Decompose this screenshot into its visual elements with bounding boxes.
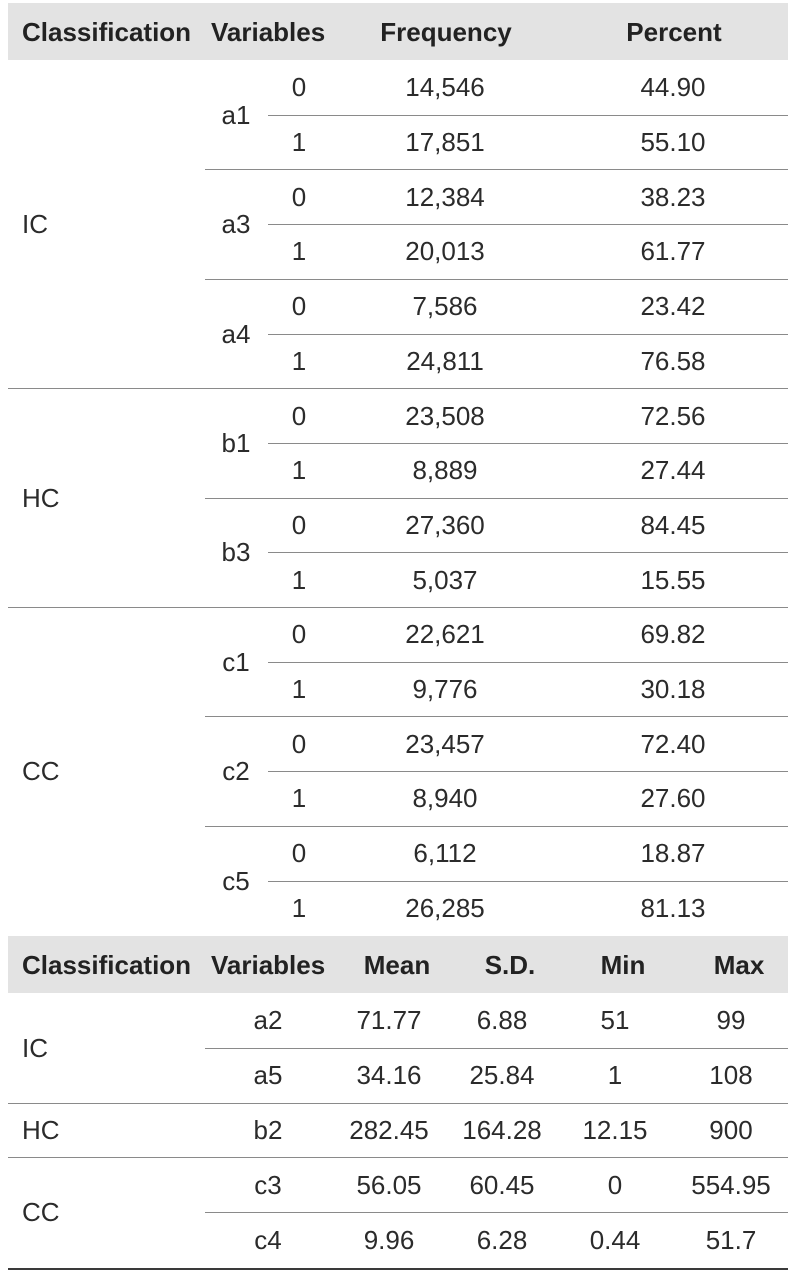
variable-label: a3 [221,209,251,240]
variable-cell: a2 [253,1005,283,1036]
variable-label: b3 [221,537,251,568]
frequency-cell: 14,546 [405,72,485,103]
max-cell: 554.95 [691,1169,771,1200]
sd-cell: 6.28 [476,1224,528,1255]
percent-cell: 69.82 [640,619,706,650]
header-classification: Classification [22,950,192,980]
max-cell: 900 [709,1115,753,1145]
header-sd: S.D. [484,950,536,980]
percent-cell: 44.90 [640,72,706,103]
mean-cell: 71.77 [356,1005,422,1036]
percent-cell: 27.60 [640,783,706,814]
variable-cell: a5 [253,1060,283,1091]
value-cell: 0 [291,291,307,322]
variable-label: c2 [222,756,250,787]
variable-divider [205,716,788,717]
value-cell: 1 [291,674,307,705]
row-divider [268,662,788,663]
value-cell: 0 [291,181,307,212]
min-cell: 0.44 [589,1224,641,1255]
percent-cell: 72.40 [640,728,706,759]
value-cell: 1 [291,127,307,158]
row-divider [268,224,788,225]
mean-cell: 56.05 [356,1169,422,1200]
table2-header [8,936,788,993]
frequency-cell: 23,457 [405,728,485,759]
percent-cell: 15.55 [640,564,706,595]
frequency-cell: 7,586 [412,291,478,322]
variable-divider [205,169,788,170]
value-cell: 0 [291,400,307,431]
frequency-cell: 22,621 [405,619,485,650]
group-divider [8,1103,788,1104]
classification-label: CC [22,1197,60,1228]
value-cell: 1 [291,783,307,814]
variable-divider [205,279,788,280]
max-cell: 99 [716,1005,746,1036]
row-divider [268,552,788,553]
mean-cell: 9.96 [363,1224,415,1255]
classification-label: HC [22,482,60,513]
header-max: Max [713,950,765,980]
value-cell: 0 [291,72,307,103]
min-cell: 0 [607,1169,623,1200]
value-cell: 0 [291,728,307,759]
header-mean: Mean [363,950,431,980]
variable-cell: c3 [254,1169,282,1200]
header-variables: Variables [211,17,326,47]
frequency-cell: 23,508 [405,400,485,431]
sd-cell: 6.88 [476,1005,528,1036]
mean-cell: 282.45 [349,1115,429,1145]
sd-cell: 25.84 [469,1060,535,1091]
sd-cell: 164.28 [462,1115,542,1145]
mean-cell: 34.16 [356,1060,422,1091]
header-frequency: Frequency [380,17,512,47]
frequency-cell: 17,851 [405,127,485,158]
row-divider [268,881,788,882]
percent-cell: 84.45 [640,509,706,540]
group-divider [8,388,788,389]
variable-cell: b2 [253,1115,283,1145]
frequency-cell: 26,285 [405,892,485,923]
frequency-cell: 24,811 [406,345,484,376]
row-divider [205,1212,788,1213]
percent-cell: 72.56 [640,400,706,431]
group-divider [8,607,788,608]
classification-label: CC [22,756,60,787]
percent-cell: 18.87 [640,838,706,869]
row-divider [268,334,788,335]
variable-label: a4 [221,318,251,349]
value-cell: 1 [291,236,307,267]
variable-cell: c4 [254,1224,282,1255]
header-classification: Classification [22,17,192,47]
frequency-cell: 5,037 [412,564,478,595]
percent-cell: 61.77 [640,236,706,267]
value-cell: 0 [291,509,307,540]
value-cell: 1 [291,892,307,923]
value-cell: 0 [291,619,307,650]
classification-label: IC [22,1032,48,1063]
table-bottom-rule [8,1268,788,1270]
variable-divider [205,826,788,827]
max-cell: 108 [709,1060,753,1091]
variable-divider [205,498,788,499]
percent-cell: 30.18 [640,674,706,705]
frequency-cell: 12,384 [405,181,485,212]
classification-label: IC [22,209,48,240]
frequency-cell: 27,360 [405,509,485,540]
row-divider [268,115,788,116]
value-cell: 1 [291,345,307,376]
min-cell: 1 [607,1060,623,1091]
percent-cell: 55.10 [640,127,706,158]
row-divider [268,771,788,772]
frequency-cell: 9,776 [412,674,478,705]
min-cell: 12.15 [582,1115,648,1145]
percent-cell: 27.44 [640,455,706,486]
percent-cell: 38.23 [640,181,706,212]
min-cell: 51 [600,1005,630,1036]
frequency-cell: 6,112 [413,838,477,869]
variable-label: c5 [222,865,250,896]
table1-header [8,3,788,60]
row-divider [268,443,788,444]
header-min: Min [600,950,646,980]
header-percent: Percent [626,17,722,47]
variable-label: b1 [221,427,251,458]
frequency-cell: 8,889 [412,455,478,486]
frequency-cell: 20,013 [405,236,485,267]
percent-cell: 76.58 [640,345,706,376]
header-variables: Variables [211,950,326,980]
value-cell: 1 [291,564,307,595]
max-cell: 51.7 [705,1224,757,1255]
sd-cell: 60.45 [469,1169,535,1200]
group-divider [8,1157,788,1158]
value-cell: 0 [291,838,307,869]
value-cell: 1 [291,455,307,486]
variable-label: c1 [222,646,250,677]
row-divider [205,1048,788,1049]
frequency-cell: 8,940 [412,783,478,814]
classification-label: HC [22,1115,60,1145]
percent-cell: 23.42 [640,291,706,322]
percent-cell: 81.13 [640,892,706,923]
variable-label: a1 [221,99,251,130]
